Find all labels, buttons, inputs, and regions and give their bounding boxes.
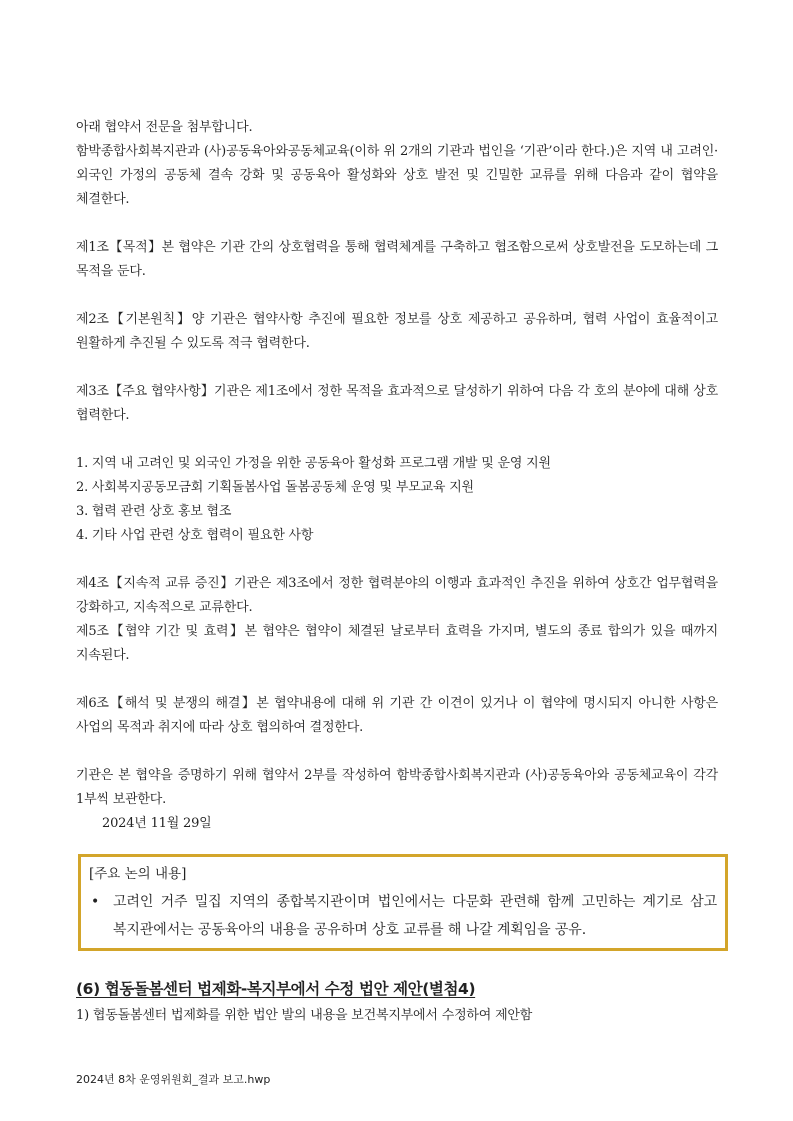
attach-note: 아래 협약서 전문을 첨부합니다. bbox=[76, 120, 253, 135]
section-6-title: (6) 협동돌봄센터 법제화-복지부에서 수정 법안 제안(별첨4) bbox=[76, 980, 476, 998]
list-item: 2. 사회복지공동모금회 기획돌봄사업 돌봄공동체 운영 및 부모교육 지원 bbox=[76, 480, 474, 495]
article-6: 제6조【해석 및 분쟁의 해결】본 협약내용에 대해 위 기관 간 이견이 있거나 이 협약에 명시되지 아니한 사항은 사업의 목적과 취지에 따라 상호 협의하여 결정한다. bbox=[76, 696, 718, 735]
bullet-icon: • bbox=[91, 894, 100, 910]
discussion-item-text: 고려인 거주 밀집 지역의 종합복지관이며 법인에서는 다문화 관련해 함께 고민하는 계기로 삼고 복지관에서는 공동육아의 내용을 공유하며 상호 교류를 해 나갈 계획임을 공유. bbox=[113, 894, 717, 938]
list-item: 3. 협력 관련 상호 홍보 협조 bbox=[76, 504, 232, 519]
footer-filename: 2024년 8차 운영위원회_결과 보고.hwp bbox=[76, 1073, 271, 1086]
article-3-list bbox=[76, 452, 718, 548]
article-4: 제4조【지속적 교류 증진】기관은 제3조에서 정한 협력분야의 이행과 효과적인 추진을 위하여 상호간 업무협력을 강화하고, 지속적으로 교류한다. bbox=[76, 576, 718, 615]
discussion-box bbox=[78, 854, 728, 951]
discussion-item bbox=[89, 888, 717, 944]
document-body bbox=[76, 116, 718, 1027]
section-6-item: 1) 협동돌봄센터 법제화를 위한 법안 발의 내용을 보건복지부에서 수정하여 제안함 bbox=[76, 1008, 533, 1023]
article-2: 제2조【기본원칙】양 기관은 협약사항 추진에 필요한 정보를 상호 제공하고 공유하며, 협력 사업이 효율적이고 원활하게 추진될 수 있도록 적극 협력한다. bbox=[76, 312, 718, 351]
list-item: 1. 지역 내 고려인 및 외국인 가정을 위한 공동육아 활성화 프로그램 개발 및 운영 지원 bbox=[76, 456, 551, 471]
discussion-heading: [주요 논의 내용] bbox=[89, 866, 187, 882]
article-5: 제5조【협약 기간 및 효력】본 협약은 협약이 체결된 날로부터 효력을 가지며, 별도의 종료 합의가 있을 때까지 지속된다. bbox=[76, 624, 718, 663]
closing-text: 기관은 본 협약을 증명하기 위해 협약서 2부를 작성하여 함박종합사회복지관과 (사)공동육아와 공동체교육이 각각 1부씩 보관한다. bbox=[76, 768, 718, 807]
agreement-date: 2024년 11월 29일 bbox=[102, 816, 212, 831]
article-3: 제3조【주요 협약사항】기관은 제1조에서 정한 목적을 효과적으로 달성하기 위하여 다음 각 호의 분야에 대해 상호 협력한다. bbox=[76, 384, 718, 423]
preamble: 함박종합사회복지관과 (사)공동육아와공동체교육(이하 위 2개의 기관과 법인을 ‘기관’이라 한다.)은 지역 내 고려인·외국인 가정의 공동체 결속 강화 및 공동육아 활성화와 상호 발전 및 긴밀한 교류를 위해 다음과 같이 협약을 체결한다. bbox=[76, 144, 718, 207]
article-1: 제1조【목적】본 협약은 기관 간의 상호협력을 통해 협력체계를 구축하고 협조함으로써 상호발전을 도모하는데 그 목적을 둔다. bbox=[76, 240, 718, 279]
list-item: 4. 기타 사업 관련 상호 협력이 필요한 사항 bbox=[76, 528, 314, 543]
